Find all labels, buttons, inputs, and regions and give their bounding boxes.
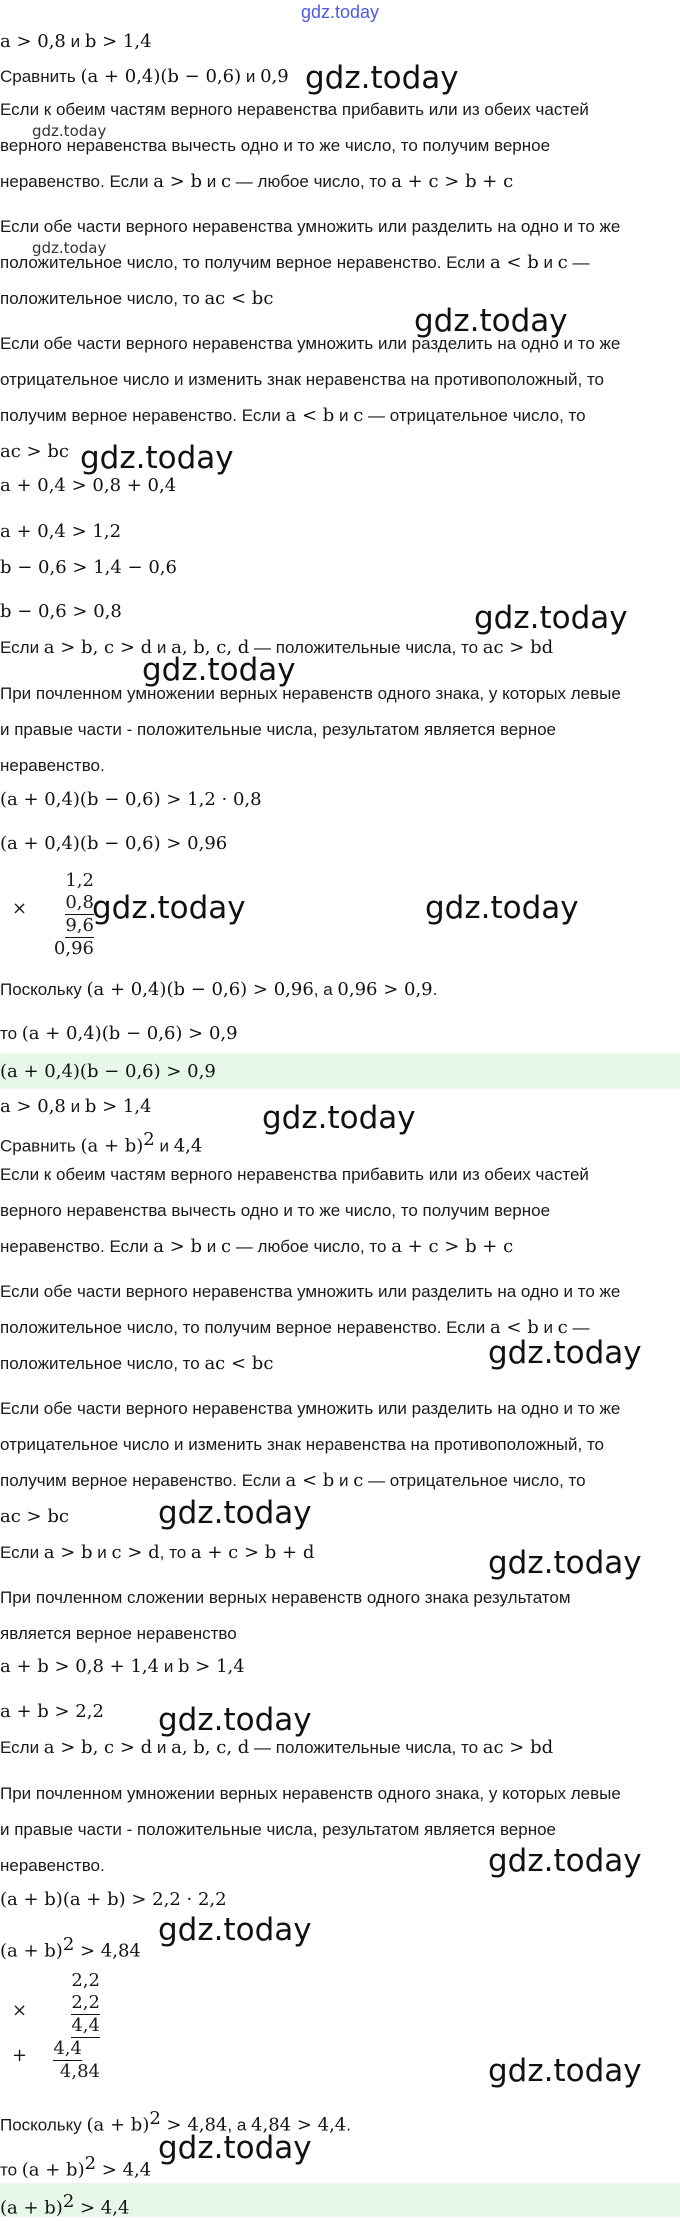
watermark: gdz.today — [142, 652, 296, 688]
rule-text — [0, 1235, 680, 1259]
math: a + b > 2,2 — [0, 1701, 104, 1722]
column-multiplication — [44, 1970, 100, 2083]
rule-text — [0, 404, 680, 428]
math: c — [557, 1317, 568, 1338]
multiply-sign: × — [12, 2000, 28, 2021]
watermark: gdz.today — [32, 122, 107, 140]
col-row: 1,2 — [65, 870, 94, 891]
rule-text: отрицательное число и изменить знак неравенства на противоположный, то — [0, 370, 605, 389]
text: неравенство. Если — [0, 172, 154, 191]
rule-text — [0, 1469, 680, 1493]
math: ac > bd — [482, 637, 554, 658]
math: 4,84 > 4,4 — [251, 2114, 347, 2136]
math: > 4,4 — [74, 2197, 130, 2219]
math: (a + b)(a + b) > 2,2 · 2,2 — [0, 1889, 227, 1910]
step-line — [0, 788, 680, 812]
text: и — [538, 1318, 558, 1337]
math: c > d — [111, 1542, 160, 1563]
rule-text: Если к обеим частям верного неравенства прибавить или из обеих частей — [0, 100, 589, 119]
math: a + c > b + d — [190, 1542, 315, 1563]
math: a, b, c, d — [171, 637, 250, 658]
watermark: gdz.today — [262, 1100, 416, 1136]
rule-text — [0, 287, 680, 311]
math: c — [557, 252, 568, 273]
math: (a + 0,4)(b − 0,6) > 0,9 — [21, 1023, 238, 1044]
multiply-sign: × — [12, 898, 28, 919]
text: и — [334, 406, 354, 425]
math: (a + 0,4)(b − 0,6) > 1,2 · 0,8 — [0, 789, 262, 810]
watermark: gdz.today — [158, 2130, 312, 2166]
text: Поскольку — [0, 2115, 87, 2135]
col-row: 2,2 — [71, 1992, 100, 2013]
math: (a + 0,4)(b − 0,6) > 0,9 — [0, 1061, 216, 1082]
watermark: gdz.today — [488, 2053, 642, 2089]
math: 2 — [62, 2191, 75, 2212]
text: и — [202, 1237, 221, 1256]
text: и — [241, 67, 261, 86]
answer-line — [0, 2190, 680, 2221]
rule-text: Если обе части верного неравенства умножить или разделить на одно и то же — [0, 334, 621, 353]
text: Если — [0, 1738, 44, 1757]
col-row: 4,84 — [59, 2061, 100, 2082]
math: ac > bc — [0, 441, 69, 462]
math: b − 0,6 > 1,4 − 0,6 — [0, 557, 177, 578]
watermark: gdz.today — [158, 1912, 312, 1948]
math: 2 — [84, 2153, 97, 2174]
text: получим верное неравенство. Если — [0, 406, 286, 425]
math: a, b, c, d — [171, 1737, 250, 1758]
math: a + 0,4 > 1,2 — [0, 521, 122, 542]
math: b − 0,6 > 0,8 — [0, 601, 122, 622]
watermark: gdz.today — [92, 890, 246, 926]
step-line — [0, 1700, 680, 1724]
math: ac > bd — [482, 1737, 554, 1758]
text: Если — [0, 1543, 44, 1562]
text: неравенство. Если — [0, 1237, 154, 1256]
rule-text: отрицательное число и изменить знак неравенства на противоположный, то — [0, 1435, 605, 1454]
math: a < b — [285, 405, 335, 426]
rule-text: Если к обеим частям верного неравенства прибавить или из обеих частей — [0, 1165, 589, 1184]
step-line — [0, 832, 680, 856]
then-line — [0, 2152, 680, 2183]
math: b > 1,4 — [178, 1656, 245, 1677]
watermark: gdz.today — [488, 1843, 642, 1879]
rule-text: Если обе части верного неравенства умножить или разделить на одно и то же — [0, 1282, 621, 1301]
col-row: 4,4 — [53, 2038, 82, 2059]
text: — — [567, 1318, 590, 1337]
math: a > b — [153, 1236, 203, 1257]
col-row: 0,8 — [65, 892, 94, 913]
text: положительное число, то — [0, 1354, 205, 1373]
math: c — [220, 171, 232, 192]
step-line — [0, 1655, 680, 1679]
math: > 4,84 — [74, 1940, 141, 1962]
step-line — [0, 556, 680, 580]
rule-text — [0, 636, 680, 660]
text: , а — [227, 2115, 252, 2135]
math: a > 0,8 — [0, 1096, 66, 1117]
math: (a + 0,4)(b − 0,6) > 0,96 — [86, 979, 314, 1000]
math: (a + b) — [0, 2197, 63, 2219]
text: . — [346, 2115, 351, 2135]
rule-text: неравенство. — [0, 756, 105, 775]
math: a + b > 0,8 + 1,4 — [0, 1656, 160, 1677]
text: и — [152, 638, 172, 657]
math: a < b — [489, 252, 539, 273]
answer-line — [0, 1060, 680, 1084]
math: ac < bc — [204, 1353, 274, 1374]
text: Сравнить — [0, 1136, 81, 1156]
math: (a + b) — [80, 1135, 144, 1157]
since-line — [0, 2107, 680, 2138]
text: — положительные числа, то — [249, 638, 483, 657]
math: a > b — [43, 1542, 93, 1563]
col-row: 2,2 — [71, 1970, 100, 1991]
site-header-logo[interactable]: gdz.today — [300, 2, 380, 22]
math: ac > bc — [0, 1506, 69, 1527]
watermark: gdz.today — [425, 890, 579, 926]
step-line — [0, 520, 680, 544]
text: то — [0, 1024, 22, 1043]
math: 0,9 — [260, 66, 289, 87]
since-line — [0, 978, 680, 1002]
math: 4,4 — [173, 1135, 203, 1157]
rule-text: Если обе части верного неравенства умножить или разделить на одно и то же — [0, 217, 621, 236]
then-line — [0, 1022, 680, 1046]
text: — любое число, то — [231, 1237, 392, 1256]
math: (a + 0,4)(b − 0,6) — [80, 66, 242, 87]
text: — отрицательное число, то — [363, 406, 586, 425]
math: > 4,84 — [160, 2114, 228, 2136]
text: — отрицательное число, то — [363, 1471, 586, 1490]
text: положительное число, то — [0, 289, 205, 308]
rule-text: При почленном сложении верных неравенств одного знака результатом — [0, 1588, 571, 1607]
rule-text: верного неравенства вычесть одно и то же число, то получим верное — [0, 136, 551, 155]
text: и — [159, 1657, 179, 1676]
text: Если — [0, 638, 44, 657]
math: (a + b) — [86, 2114, 150, 2136]
step-line — [0, 474, 680, 498]
math: 0,96 > 0,9 — [337, 979, 433, 1000]
watermark: gdz.today — [158, 1495, 312, 1531]
text: положительное число, то получим верное неравенство. Если — [0, 253, 490, 272]
rule-text: и правые части - положительные числа, результатом является верное — [0, 720, 556, 739]
watermark: gdz.today — [488, 1335, 642, 1371]
math: 2 — [149, 2108, 161, 2129]
text: и — [154, 1136, 174, 1156]
math: b > 1,4 — [84, 1096, 152, 1117]
math: c — [353, 405, 364, 426]
col-row: 4,4 — [71, 2015, 100, 2036]
watermark: gdz.today — [158, 1702, 312, 1738]
text: и — [65, 1097, 85, 1116]
step-line — [0, 1933, 680, 1964]
math: (a + b) — [0, 1940, 63, 1962]
math: a + c > b + c — [391, 1236, 514, 1257]
watermark: gdz.today — [80, 440, 234, 476]
rule-text — [0, 1736, 680, 1760]
math: a > b, c > d — [43, 637, 153, 658]
watermark: gdz.today — [305, 60, 459, 96]
math: a > 0,8 — [0, 31, 66, 52]
text: и — [152, 1738, 172, 1757]
rule-text: При почленном умножении верных неравенств одного знака, у которых левые — [0, 1784, 621, 1803]
text: . — [432, 980, 438, 999]
text: получим верное неравенство. Если — [0, 1471, 286, 1490]
rule-text: является верное неравенство — [0, 1624, 237, 1643]
text: и — [334, 1471, 354, 1490]
math: 2 — [143, 1129, 155, 1150]
column-multiplication — [44, 870, 94, 960]
text: — любое число, то — [231, 172, 392, 191]
math: a < b — [285, 1470, 335, 1491]
watermark: gdz.today — [414, 303, 568, 339]
text: и — [65, 32, 85, 51]
math: c — [353, 1470, 364, 1491]
rule-text: и правые части - положительные числа, результатом является верное — [0, 1820, 556, 1839]
text: — положительные числа, то — [249, 1738, 483, 1757]
math: a + c > b + c — [391, 171, 514, 192]
rule-text — [0, 170, 680, 194]
math: a > b — [153, 171, 203, 192]
math: (a + 0,4)(b − 0,6) > 0,96 — [0, 833, 228, 854]
rule-text: Если обе части верного неравенства умножить или разделить на одно и то же — [0, 1399, 621, 1418]
text: и — [202, 172, 221, 191]
col-row: 9,6 — [65, 915, 94, 936]
text: то — [0, 2160, 22, 2180]
math: 2 — [62, 1934, 75, 1955]
text: и — [538, 253, 558, 272]
watermark: gdz.today — [488, 1545, 642, 1581]
text: — — [567, 253, 590, 272]
rule-text: При почленном умножении верных неравенств одного знака, у которых левые — [0, 684, 621, 703]
plus-sign: + — [12, 2045, 28, 2066]
math: a + 0,4 > 0,8 + 0,4 — [0, 475, 177, 496]
math: ac < bc — [204, 288, 274, 309]
rule-text: неравенство. — [0, 1856, 105, 1875]
math: a < b — [489, 1317, 539, 1338]
math: (a + b) — [21, 2159, 85, 2181]
math: b > 1,4 — [84, 31, 152, 52]
text: Сравнить — [0, 67, 81, 86]
math: a > b, c > d — [43, 1737, 153, 1758]
text: положительное число, то получим верное неравенство. Если — [0, 1318, 490, 1337]
text: и — [92, 1543, 112, 1562]
text: , то — [159, 1543, 191, 1562]
given-line — [0, 30, 680, 54]
rule-text: верного неравенства вычесть одно и то же число, то получим верное — [0, 1201, 551, 1220]
rule-text — [0, 1505, 680, 1529]
text: , а — [313, 980, 338, 999]
step-line — [0, 1888, 680, 1912]
text: Поскольку — [0, 980, 87, 999]
watermark: gdz.today — [474, 600, 628, 636]
col-row: 0,96 — [53, 938, 94, 959]
watermark: gdz.today — [32, 239, 107, 257]
math: c — [220, 1236, 232, 1257]
math: > 4,4 — [96, 2159, 152, 2181]
